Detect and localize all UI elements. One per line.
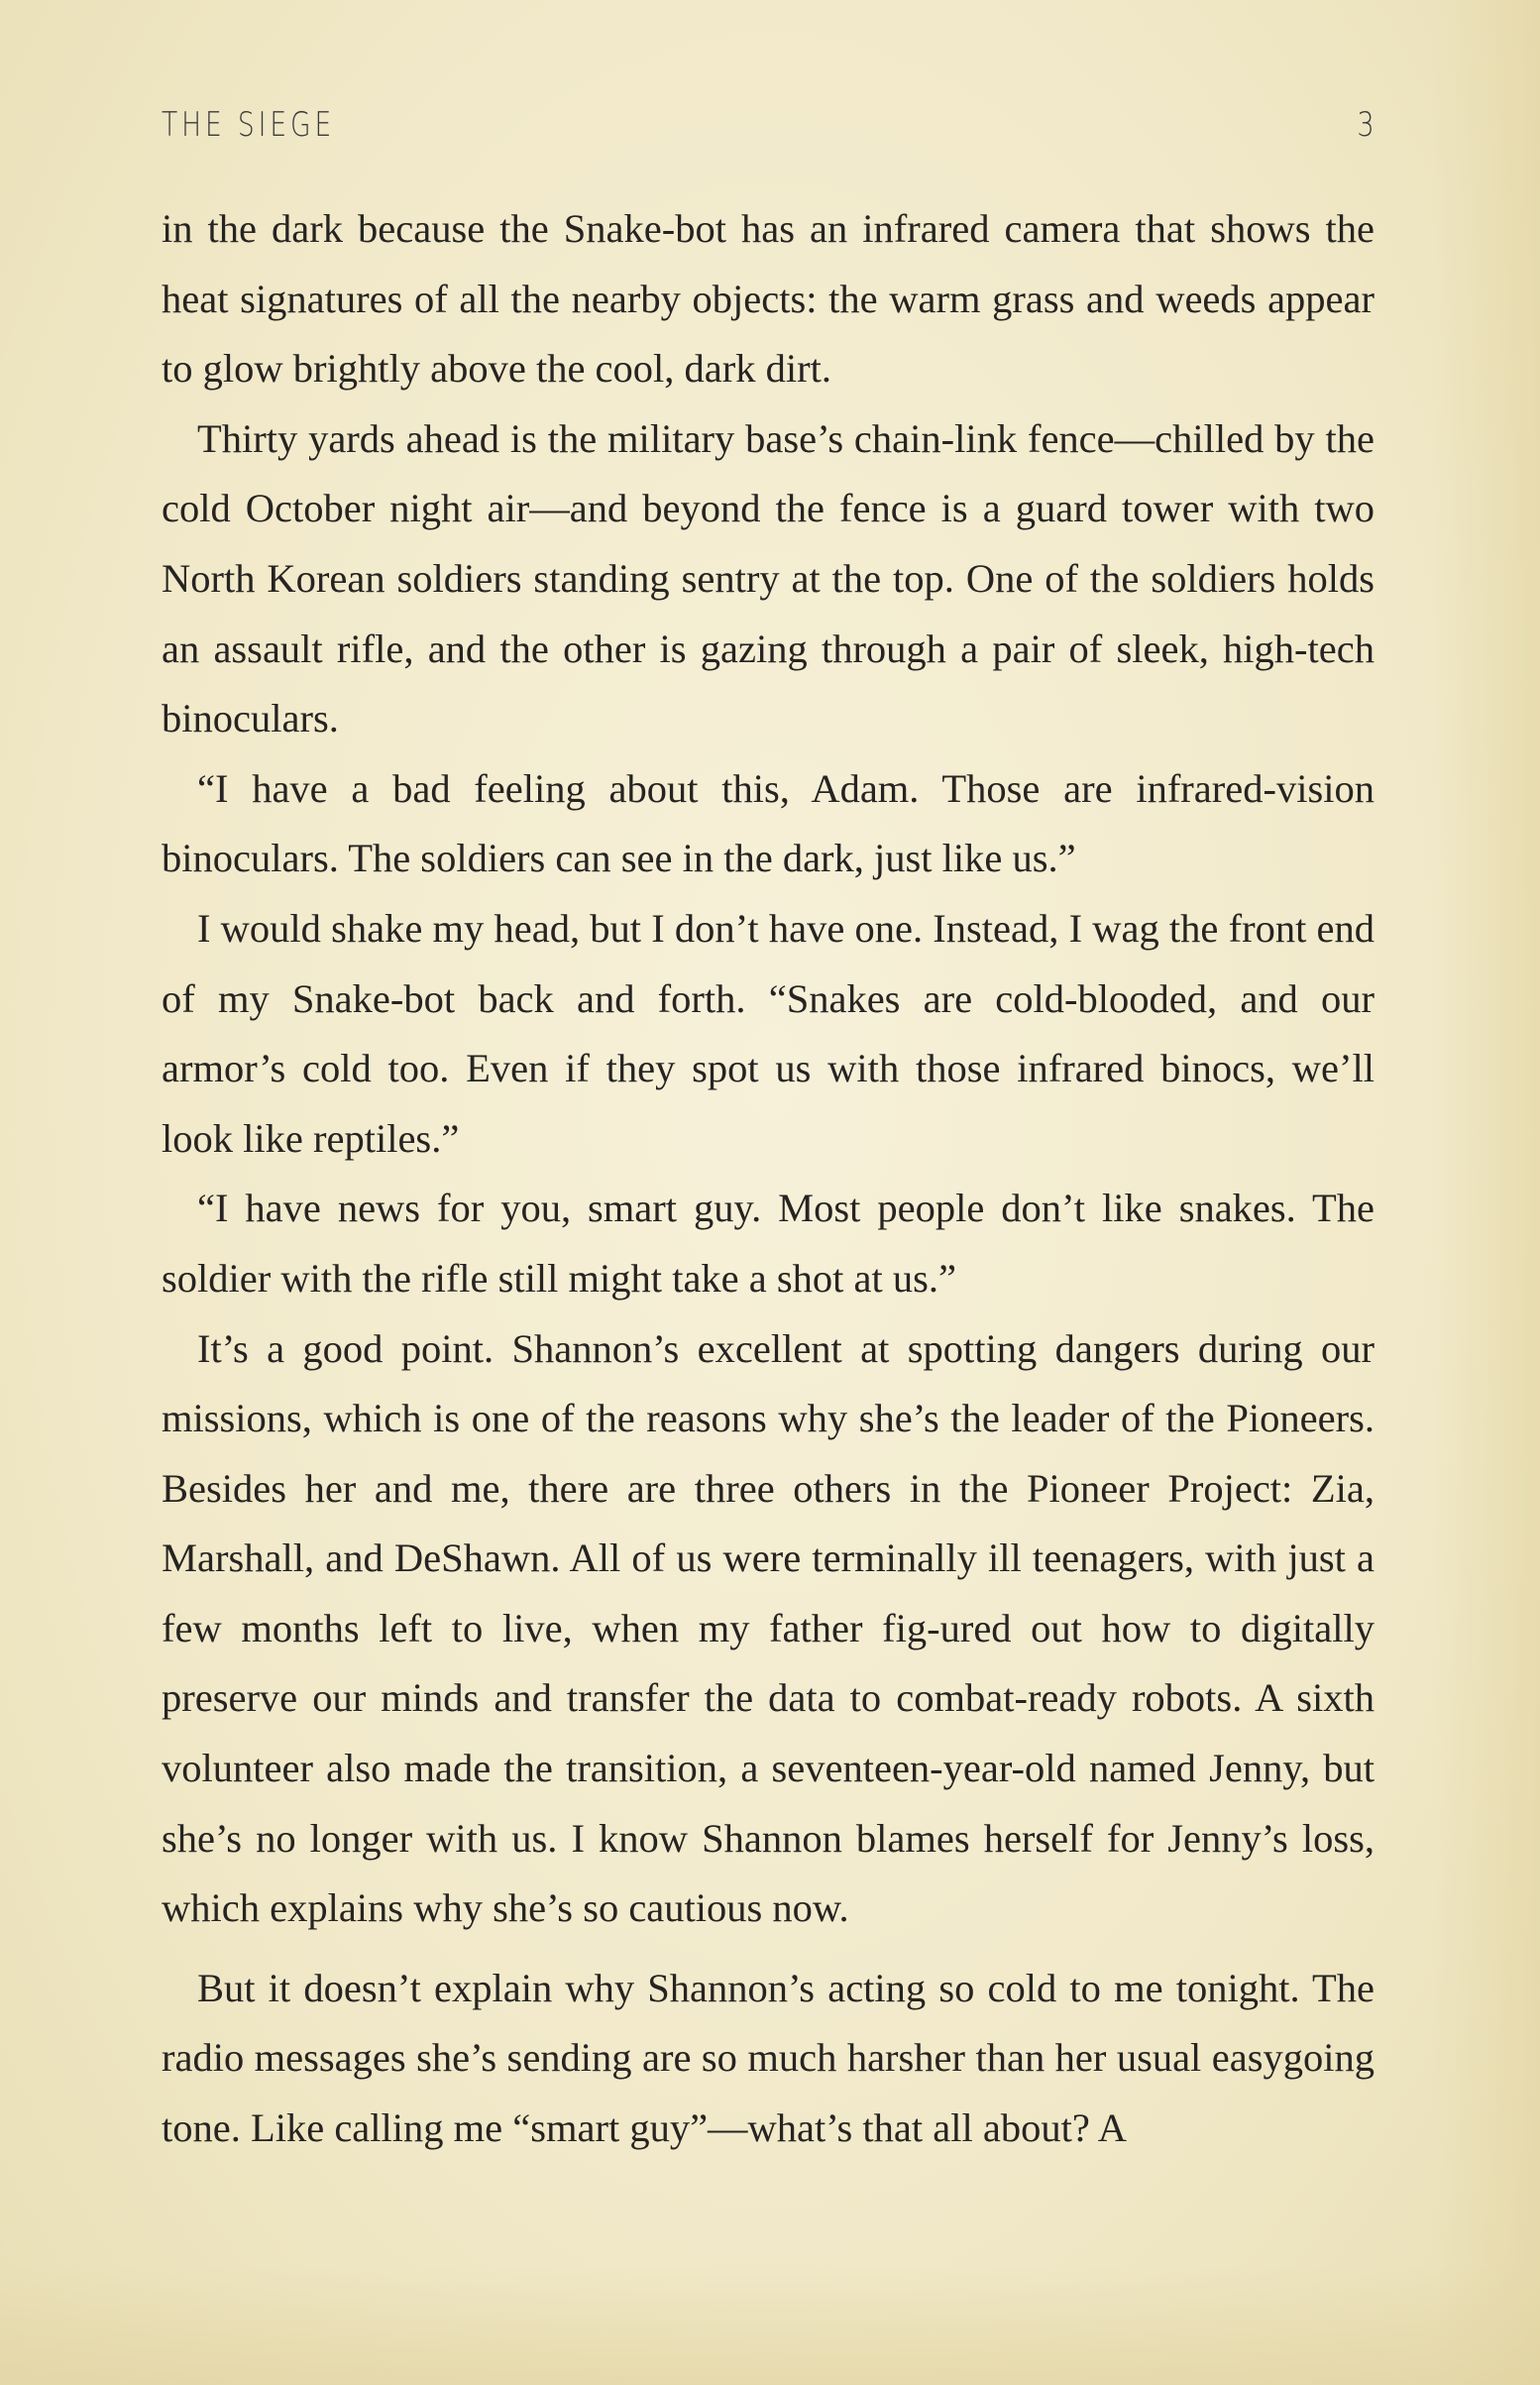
book-title: THE SIEGE [162,105,336,145]
page-edge-shading [1431,0,1540,2385]
page-number: 3 [1357,105,1375,145]
paragraph: “I have news for you, smart guy. Most people don’t like snakes. The soldier with the rifle still might take a shot at us.” [162,1186,1375,1301]
running-header [162,105,1375,155]
paragraph: in the dark because the Snake-bot has an infrared camera that shows the heat signatures of all the nearby objects: the warm grass and weeds appear to glow brightly above the cool, dark dirt. [162,206,1375,392]
paragraph: “I have a bad feeling about this, Adam. Those are infrared-vision binoculars. The soldiers can see in the dark, just like us.” [162,765,1375,881]
body-text [162,194,1375,2164]
paragraph: But it doesn’t explain why Shannon’s acting so cold to me tonight. The radio messages she’s sending are so much harsher than her usual easygoing tone. Like calling me “smart guy”—what’s that all about? A [162,1965,1375,2151]
paragraph: Thirty yards ahead is the military base’s chain-link fence—chilled by the cold October night air—and beyond the fence is a guard tower with two North Korean soldiers standing sentry at the top. One of the soldiers holds an assault rifle, and the other is gazing through a pair of sleek, high-tech binoculars. [162,415,1375,741]
paragraph: It’s a good point. Shannon’s excellent at spotting dangers during our missions, which is one of the reasons why she’s the leader of the Pioneers. Besides her and me, there are three others in the Pioneer Project: Zia, Marshall, and DeShawn. All of us were terminally ill teenagers, with just a few months left to live, when my father fig-ured out how to digitally preserve our minds and transfer the data to combat-ready robots. A sixth volunteer also made the transition, a seventeen-year-old named Jenny, but she’s no longer with us. I know Shannon blames herself for Jenny’s loss, which explains why she’s so cautious now. [162,1325,1375,1931]
page-bottom-shading [0,2266,1540,2385]
paragraph: I would shake my head, but I don’t have one. Instead, I wag the front end of my Snake-bot back and forth. “Snakes are cold-blooded, and our armor’s cold too. Even if they spot us with those infrared binocs, we’ll look like reptiles.” [162,905,1375,1161]
